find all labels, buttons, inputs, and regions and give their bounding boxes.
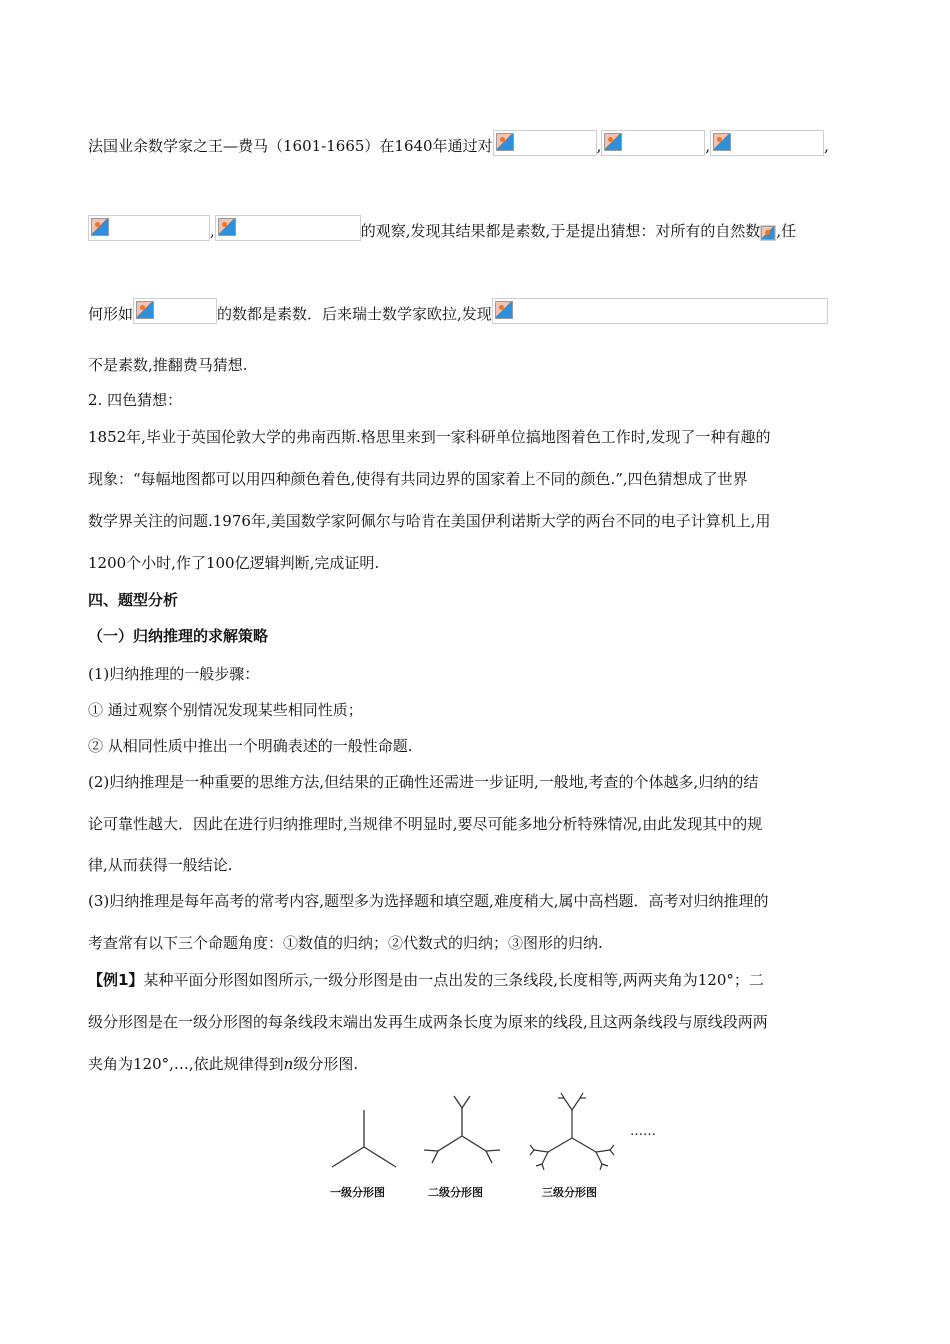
four-color-line-2: 现象：“每幅地图都可以用四种颜色着色,使得有共同边界的国家着上不同的颜色.”,四色猜想成了世界 bbox=[88, 470, 748, 488]
formula-image-placeholder bbox=[88, 215, 210, 241]
example-tag: 【例1】 bbox=[88, 971, 144, 989]
example-1-line-3 bbox=[88, 1054, 358, 1074]
note-3-line-2: 考查常有以下三个命题角度：①数值的归纳；②代数式的归纳；③图形的归纳. bbox=[88, 934, 603, 952]
formula-image-placeholder bbox=[215, 215, 361, 241]
formula-image-placeholder bbox=[710, 130, 824, 156]
label-level-3: 三级分形图 bbox=[542, 1186, 597, 1199]
text: 某种平面分形图如图所示,一级分形图是由一点出发的三条线段,长度相等,两两夹角为120°；二 bbox=[143, 971, 764, 989]
fermat-line-1 bbox=[88, 130, 829, 156]
broken-image-icon bbox=[496, 133, 514, 151]
text: ,任 bbox=[776, 222, 797, 240]
section-heading: 四、题型分析 bbox=[88, 591, 179, 609]
step-1: ① 通过观察个别情况发现某些相同性质； bbox=[88, 701, 363, 719]
variable-n: n bbox=[283, 1055, 294, 1073]
four-color-line-4: 1200个小时,作了100亿逻辑判断,完成证明. bbox=[88, 554, 380, 572]
fermat-line-3 bbox=[88, 298, 828, 324]
fermat-line-2 bbox=[88, 215, 796, 241]
label-level-2: 二级分形图 bbox=[428, 1186, 483, 1199]
note-3-line-1: (3)归纳推理是每年高考的常考内容,题型多为选择题和填空题,难度稍大,属中高档题．高考对归纳推理的 bbox=[88, 892, 769, 910]
text: 的观察,发现其结果都是素数,于是提出猜想：对所有的自然数 bbox=[360, 222, 761, 240]
separator: , bbox=[824, 137, 829, 155]
four-color-heading: 2. 四色猜想： bbox=[88, 391, 183, 409]
text: 法国业余数学家之王—费马（1601-1665）在1640年通过对 bbox=[88, 137, 493, 155]
text: 何形如 bbox=[88, 305, 134, 323]
level-2-fractal bbox=[424, 1096, 500, 1163]
formula-image-placeholder bbox=[601, 130, 705, 156]
four-color-line-3: 数学界关注的问题.1976年,美国数学家阿佩尔与哈肯在美国伊利诺斯大学的两台不同的电子计算机上,用 bbox=[88, 512, 771, 530]
level-3-fractal bbox=[530, 1093, 614, 1170]
note-2-line-1: (2)归纳推理是一种重要的思维方法,但结果的正确性还需进一步证明,一般地,考查的个体越多,归纳的结 bbox=[88, 773, 759, 791]
broken-image-icon bbox=[761, 226, 775, 240]
level-1-fractal bbox=[332, 1110, 396, 1167]
formula-image-placeholder bbox=[492, 298, 828, 324]
text: 的数都是素数．后来瑞士数学家欧拉,发现 bbox=[217, 305, 492, 323]
formula-image-placeholder bbox=[493, 130, 597, 156]
broken-image-icon bbox=[91, 218, 109, 236]
broken-image-icon bbox=[713, 133, 731, 151]
text: 级分形图. bbox=[293, 1055, 359, 1073]
broken-image-icon bbox=[604, 133, 622, 151]
note-2-line-2: 论可靠性越大．因此在进行归纳推理时,当规律不明显时,要尽可能多地分析特殊情况,由此发现其中的规 bbox=[88, 815, 763, 833]
formula-image-placeholder bbox=[133, 298, 217, 324]
label-level-1: 一级分形图 bbox=[330, 1186, 385, 1199]
broken-image-icon bbox=[495, 301, 513, 319]
formula-image-placeholder bbox=[760, 225, 776, 241]
step-heading: (1)归纳推理的一般步骤： bbox=[88, 665, 260, 683]
note-2-line-3: 律,从而获得一般结论. bbox=[88, 856, 233, 874]
step-2: ② 从相同性质中推出一个明确表述的一般性命题. bbox=[88, 737, 413, 755]
broken-image-icon bbox=[136, 301, 154, 319]
ellipsis: …… bbox=[630, 1124, 656, 1139]
example-1-line-1 bbox=[88, 970, 764, 990]
four-color-line-1: 1852年,毕业于英国伦敦大学的弗南西斯.格思里来到一家科研单位搞地图着色工作时,发现了一种有趣的 bbox=[88, 428, 771, 446]
fermat-line-4: 不是素数,推翻费马猜想. bbox=[88, 356, 248, 374]
separator: , bbox=[210, 222, 215, 240]
text: 夹角为120°,…,依此规律得到 bbox=[88, 1055, 284, 1073]
separator: , bbox=[705, 137, 711, 155]
broken-image-icon bbox=[218, 218, 236, 236]
subsection-heading: （一）归纳推理的求解策略 bbox=[88, 627, 269, 645]
example-1-line-2: 级分形图是在一级分形图的每条线段末端出发再生成两条长度为原来的线段,且这两条线段与原线段两两 bbox=[88, 1013, 768, 1031]
separator: , bbox=[596, 137, 602, 155]
fractal-figure bbox=[320, 1090, 700, 1210]
